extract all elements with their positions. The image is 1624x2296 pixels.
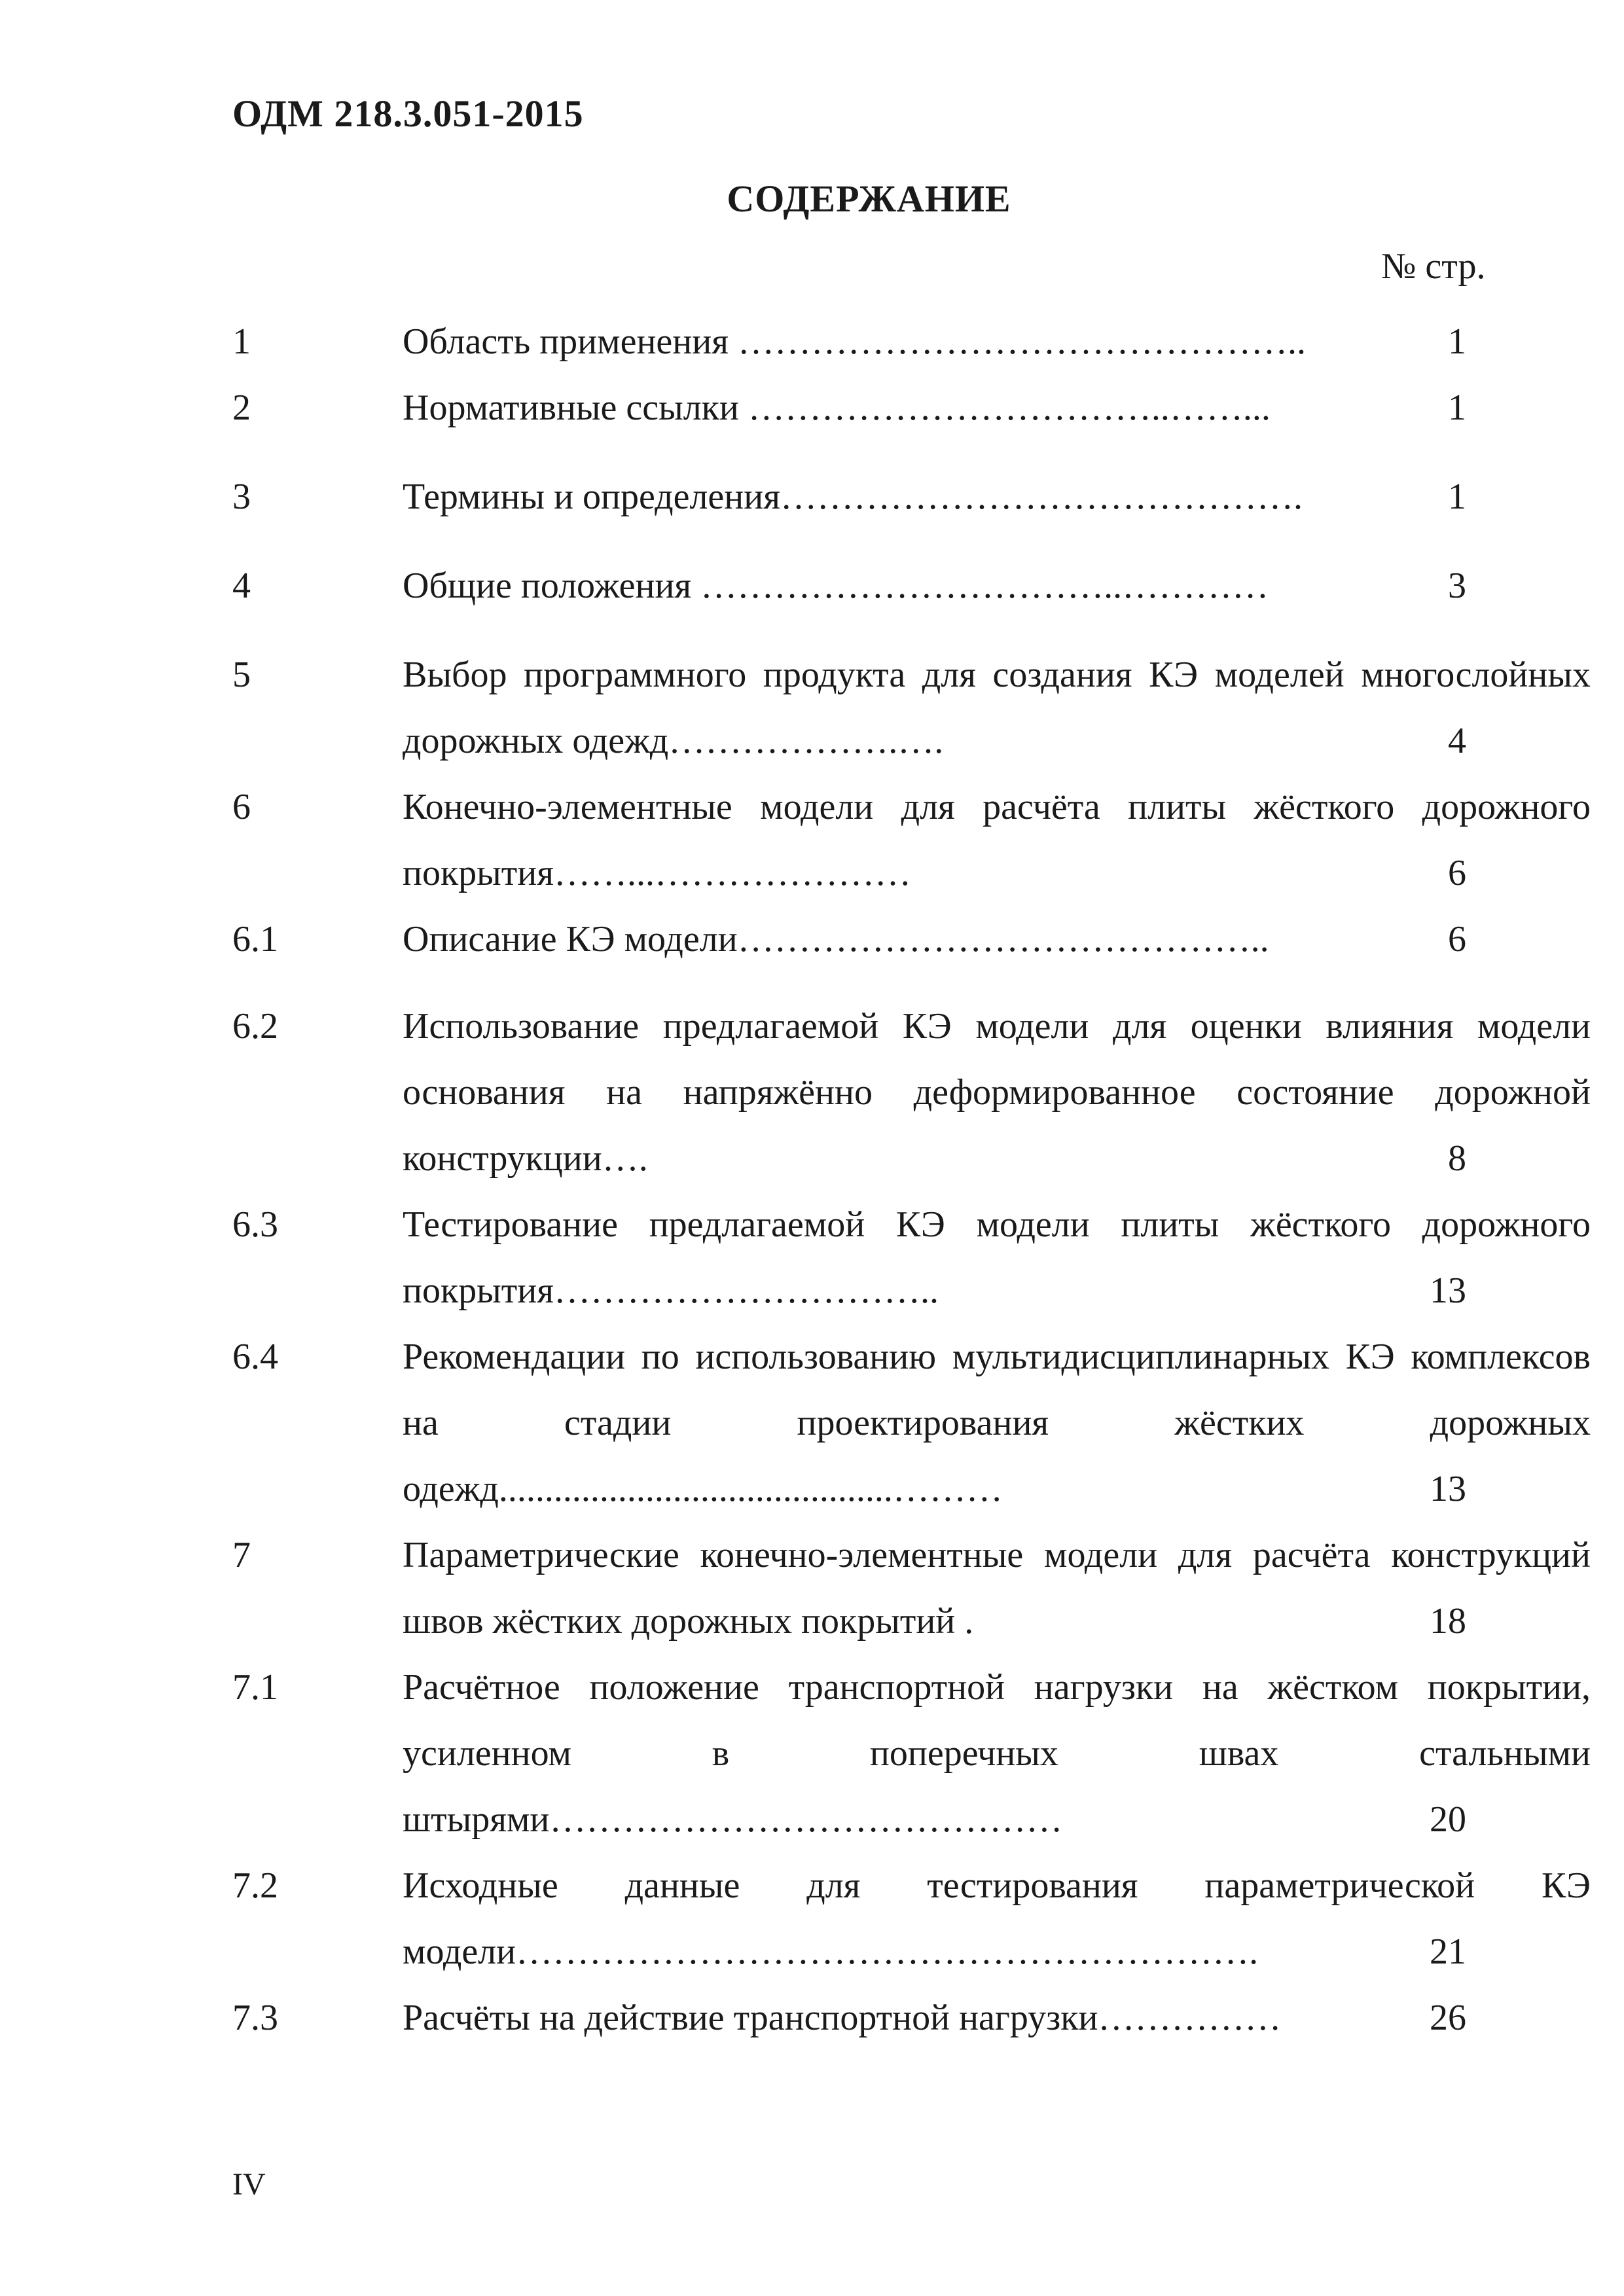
toc-entry-page: 26	[1430, 1998, 1466, 2038]
toc-entry-7-1[interactable]	[232, 1655, 1591, 1853]
toc-entry-7-3[interactable]	[232, 1985, 1466, 2051]
toc-entry-page: 3	[1448, 565, 1466, 606]
toc-entry-page: 1	[1448, 387, 1466, 428]
toc-entry-6-4[interactable]	[232, 1324, 1591, 1522]
toc-entry-text: Термины и определения…………………………………….	[403, 476, 1303, 517]
toc-entry-page: 1	[1448, 321, 1466, 362]
toc-entry-4[interactable]	[232, 553, 1466, 619]
toc-entry-number: 7.3	[232, 1998, 278, 2038]
document-code: ОДМ 218.3.051-2015	[232, 92, 584, 135]
toc-entry-number: 6.2	[232, 1006, 278, 1047]
toc-entry-2[interactable]	[232, 375, 1466, 441]
toc-entry-page: 1	[1448, 476, 1466, 517]
toc-entry-number: 5	[232, 655, 251, 695]
toc-entry-page: 6	[1448, 853, 1466, 893]
table-of-contents	[232, 309, 1591, 2051]
toc-entry-number: 7.1	[232, 1667, 278, 1708]
toc-entry-number: 3	[232, 476, 251, 517]
toc-entry-7-2[interactable]	[232, 1853, 1591, 1985]
toc-entry-number: 2	[232, 387, 251, 428]
toc-entry-text: Рекомендации по использованию мультидисциплинарных КЭ комплексов на стадии проектирования жёстких дорожных одежд...........................................………	[403, 1336, 1591, 1509]
toc-entry-7[interactable]	[232, 1522, 1591, 1655]
page-number-header: № стр.	[1381, 246, 1486, 287]
toc-title: СОДЕРЖАНИЕ	[727, 177, 1011, 220]
toc-entry-page: 13	[1430, 1469, 1466, 1509]
toc-entry-page: 13	[1430, 1270, 1466, 1311]
toc-entry-text: Расчёты на действие транспортной нагрузки……………	[403, 1998, 1282, 2038]
toc-entry-number: 6.1	[232, 919, 278, 960]
toc-entry-6[interactable]	[232, 774, 1591, 906]
toc-entry-page: 21	[1430, 1931, 1466, 1972]
toc-entry-text: Исходные данные для тестирования параметрической КЭ модели…………………………………………………….	[403, 1865, 1591, 1972]
toc-entry-number: 6	[232, 787, 251, 827]
toc-entry-number: 6.3	[232, 1204, 278, 1245]
toc-entry-text: Использование предлагаемой КЭ модели для оценки влияния модели основания на напряжённо деформированное состояние дорожной конструкции….	[403, 1006, 1591, 1179]
footer-page-number: IV	[232, 2167, 266, 2202]
toc-entry-number: 7.2	[232, 1865, 278, 1906]
toc-entry-text: Конечно-элементные модели для расчёта плиты жёсткого дорожного покрытия……...…………………	[403, 787, 1591, 893]
toc-entry-text: Область применения ………………………………………..	[403, 321, 1306, 362]
toc-entry-page: 20	[1430, 1799, 1466, 1840]
toc-entry-page: 18	[1430, 1601, 1466, 1641]
toc-entry-number: 6.4	[232, 1336, 278, 1377]
toc-entry-page: 6	[1448, 919, 1466, 960]
toc-entry-page: 8	[1448, 1138, 1466, 1179]
toc-entry-text: Выбор программного продукта для создания КЭ моделей многослойных дорожных одежд……………….….	[403, 655, 1591, 761]
toc-entry-6-1[interactable]	[232, 906, 1466, 973]
toc-entry-1[interactable]	[232, 309, 1466, 375]
toc-entry-3[interactable]	[232, 464, 1466, 530]
toc-entry-number: 7	[232, 1535, 251, 1575]
toc-entry-text: Параметрические конечно-элементные модели для расчёта конструкций швов жёстких дорожных покрытий .	[403, 1535, 1591, 1641]
toc-entry-text: Описание КЭ модели……………………………………..	[403, 919, 1269, 960]
toc-entry-text: Нормативные ссылки ……………………………..……...	[403, 387, 1271, 428]
toc-entry-6-2[interactable]	[232, 994, 1591, 1192]
toc-entry-text: Расчётное положение транспортной нагрузки на жёстком покрытии, усиленном в поперечных швах стальными штырями……………………………………	[403, 1667, 1591, 1840]
toc-entry-text: Тестирование предлагаемой КЭ модели плиты жёсткого дорожного покрытия…………………………..	[403, 1204, 1591, 1311]
toc-entry-page: 4	[1448, 721, 1466, 761]
toc-entry-6-3[interactable]	[232, 1192, 1591, 1324]
toc-entry-5[interactable]	[232, 642, 1591, 774]
toc-entry-number: 1	[232, 321, 251, 362]
toc-entry-text: Общие положения ……………………………..…………	[403, 565, 1269, 606]
toc-entry-number: 4	[232, 565, 251, 606]
